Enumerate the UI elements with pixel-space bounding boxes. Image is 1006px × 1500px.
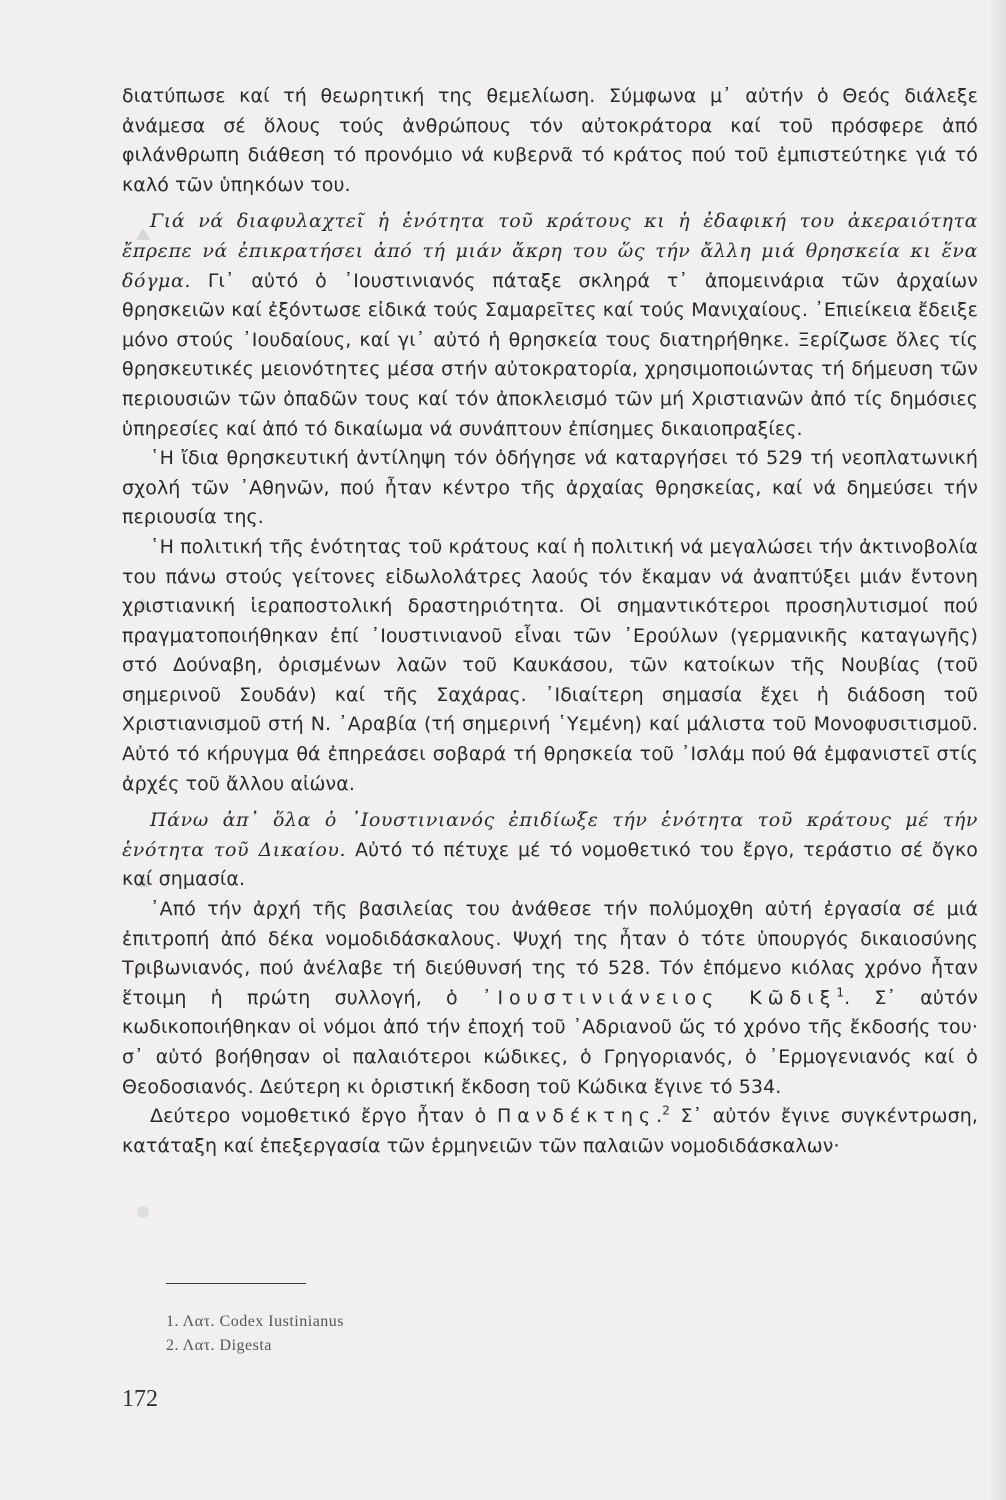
paragraph-text: Γι᾽ αὐτό ὁ ᾽Ιουστινιανός πάταξε σκληρά τ᾽ ἀπομεινάρια τῶν ἀρχαίων θρησκειῶν καί ἐξόντωσε εἰδικά τούς Σαμαρεῖτες καί τούς Μανιχαίους. ᾽Επιείκεια ἔδειξε μόνο στούς ᾽Ιουδαίους, καί γι᾽ αὐτό ἡ θρησκεία τους διατηρήθηκε. Ξερίζωσε ὅλες τίς θρησκευτικές μειονότητες μέσα στήν αὐτοκρατορία, χρησιμοποιώντας τή δήμευση τῶν περιουσιῶν τῶν ὀπαδῶν τους καί τόν ἀποκλεισμό τῶν μή Χριστιανῶν ἀπό τίς δημόσιες ὑπηρεσίες καί ἀπό τό δικαίωμα νά συνάπτουν ἐπίσημες δικαιοπραξίες. — [122, 269, 978, 440]
paragraph: ῾Η πολιτική τῆς ἑνότητας τοῦ κράτους καί ἡ πολιτική νά μεγαλώσει τήν ἀκτινοβολία του πάνω στούς γείτονες εἰδωλολάτρες λαούς τόν ἔκαμαν νά ἀναπτύξει μιάν ἔντονη χριστιανική ἱεραποστολική δραστηριότητα. Οἱ σημαντικότεροι προσηλυτισμοί πού πραγματοποιήθηκαν ἐπί ᾽Ιουστινιανοῦ εἶναι τῶν ᾽Ερούλων (γερμανικῆς καταγωγῆς) στό Δούναβη, ὁρισμένων λαῶν τοῦ Καυκάσου, τῶν κατοίκων τῆς Νουβίας (τοῦ σημερινοῦ Σουδάν) καί τῆς Σαχάρας. ᾽Ιδιαίτερη σημασία ἔχει ἡ διάδοση τοῦ Χριστιανισμοῦ στή Ν. ᾽Αραβία (τή σημερινή ῾Υεμένη) καί μάλιστα τοῦ Μονοφυσιτισμοῦ. Αὐτό τό κήρυγμα θά ἐπηρεάσει σοβαρά τή θρησκεία τοῦ ᾽Ισλάμ πού θά ἐμφανιστεῖ στίς ἀρχές τοῦ ἄλλου αἰώνα. — [122, 535, 978, 795]
paragraph-text: ᾽Από τήν ἀρχή τῆς βασιλείας του ἀνάθεσε τήν πολύμοχθη αὐτή ἐργασία σέ μιά ἐπιτροπή ἀπό δέκα νομοδιδάσκαλους. Ψυχή της ἦταν ὁ τότε ὑπουργός δικαιοσύνης Τριβωνιανός, πού ἀνέλαβε τή διεύθυνσή της τό 528. Τόν ἑπόμενο κιόλας χρόνο ἦταν ἕτοιμη ἡ πρώτη συλλογή, ὁ — [122, 898, 978, 1009]
footnotes — [166, 1310, 344, 1358]
scan-shadow — [988, 0, 1006, 1500]
spaced-term: Πανδέκτης — [496, 1105, 657, 1128]
paragraph — [122, 207, 978, 444]
paragraph — [122, 895, 978, 1102]
paragraph: διατύπωσε καί τή θεωρητική της θεμελίωση. Σύμφωνα μ᾽ αὐτήν ὁ Θεός διάλεξε ἀνάμεσα σέ ὅλους τούς ἀνθρώπους τόν αὐτοκράτορα καί τοῦ πρόσφερε ἀπό φιλάνθρωπη διάθεση τό προνόμιο νά κυβερνᾶ τό κράτος πού τοῦ ἐμπιστεύτηκε γιά τό καλό τῶν ὑπηκόων του. — [122, 85, 978, 196]
margin-mark — [137, 1206, 149, 1218]
footnote-ref: 2 — [662, 1103, 670, 1118]
emphasis-text: Πάνω ἀπ᾽ ὅλα ὁ ᾽Ιουστινιανός ἐπιδίωξε τήν ἑνότητα τοῦ κράτους μέ τήν ἑνότητα τοῦ Δικαίου. — [122, 809, 978, 861]
paragraph-text: Αὐτό τό πέτυχε μέ τό νομοθετικό του ἔργο, τεράστιο σέ ὄγκο καί σημασία. — [122, 838, 978, 891]
emphasis-text: Γιά νά διαφυλαχτεῖ ἡ ἑνότητα τοῦ κράτους κι ἡ ἐδαφική του ἀκεραιότητα ἔπρεπε νά ἐπικρατήσει ἀπό τή μιάν ἄκρη του ὥς τήν ἄλλη μιά θρησκεία κι ἕνα δόγμα. — [122, 210, 978, 292]
paragraph — [122, 1102, 978, 1161]
paragraph-text: Σ᾽ αὐτόν ἔγινε συγκέντρωση, κατάταξη καί ἐπεξεργασία τῶν ἑρμηνειῶν τῶν παλαιῶν νομοδιδάσκαλων· — [122, 1105, 978, 1157]
footnote: 2. Λατ. Digesta — [166, 1337, 272, 1354]
paragraph: ῾Η ἴδια θρησκευτική ἀντίληψη τόν ὁδήγησε νά καταργήσει τό 529 τή νεοπλατωνική σχολή τῶν ᾽Αθηνῶν, πού ἦταν κέντρο τῆς ἀρχαίας θρησκείας, καί νά δημεύσει τήν περιουσία της. — [122, 447, 978, 529]
paragraph — [122, 806, 978, 895]
punctuation: . — [656, 1105, 663, 1128]
body-text — [122, 82, 978, 1161]
footnote-ref: 1 — [836, 985, 845, 1000]
page-number: 172 — [122, 1386, 158, 1412]
footnote-divider — [166, 1283, 306, 1284]
footnote: 1. Λατ. Codex Iustinianus — [166, 1313, 345, 1330]
paragraph-text: . Σ᾽ αὐτόν κωδικοποιήθηκαν οἱ νόμοι ἀπό τήν ἐποχή τοῦ ᾽Αδριανοῦ ὥς τό χρόνο τῆς ἔκδοσής του· σ᾽ αὐτό βοήθησαν οἱ παλαιότεροι κώδικες, ὁ Γρηγοριανός, ὁ ᾽Ερμογενιανός καί ὁ Θεοδοσιανός. Δεύτερη κι ὁριστική ἔκδοση τοῦ Κώδικα ἔγινε τό 534. — [122, 986, 978, 1098]
paragraph-text: Δεύτερο νομοθετικό ἔργο ἦταν ὁ — [150, 1105, 497, 1128]
spaced-term: ᾽Ιουστινιάνειος Κῶδιξ — [481, 986, 837, 1009]
